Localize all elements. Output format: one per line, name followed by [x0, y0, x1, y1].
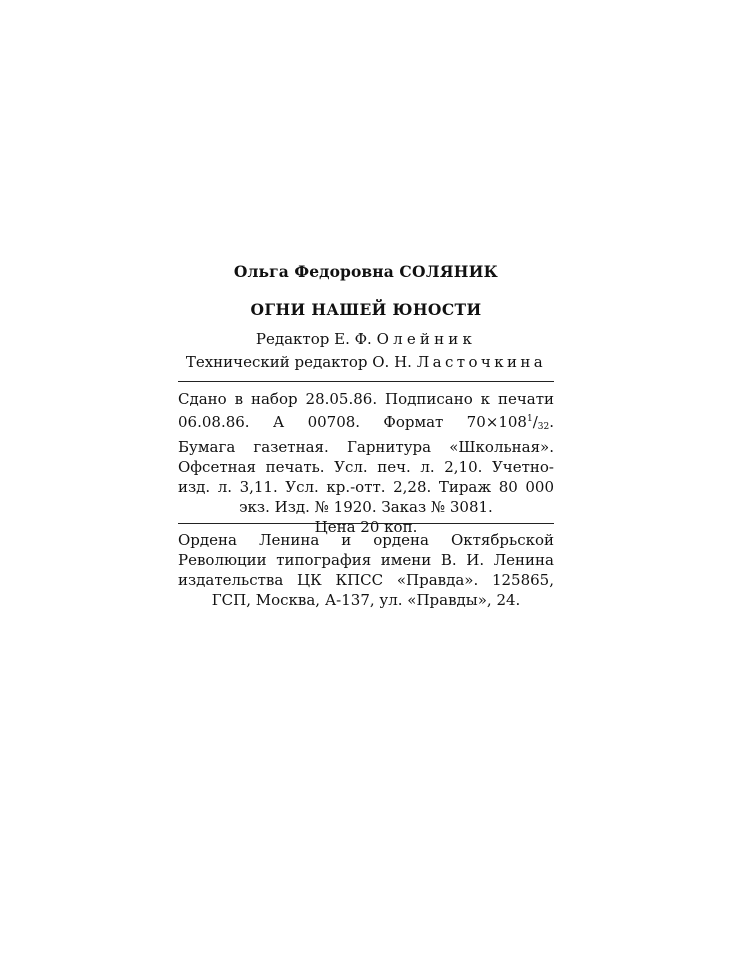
pub-line-2: 06.08.86. А 00708. Формат $70\times 108^1/_{32}$. [178, 413, 554, 432]
tech-editor-role: Технический редактор О. Н. [185, 353, 412, 371]
price: Цена 20 коп. [314, 518, 418, 536]
printer-line-2: Революции типография имени В. И. Ленина [178, 551, 554, 569]
publication-details [178, 389, 554, 537]
pub-line-3: Бумага газетная. Гарнитура «Школьная». [178, 438, 554, 456]
author-surname: СОЛЯНИК [399, 262, 499, 281]
divider-top [178, 381, 554, 382]
printer-info [178, 530, 554, 610]
tech-editor-credit [178, 353, 554, 371]
tech-editor-surname: Ласточкина [416, 353, 547, 371]
editor-surname: Олейник [376, 330, 477, 348]
printer-line-3: издательства ЦК КПСС «Правда». 125865, [178, 571, 554, 589]
pub-line-1: Сдано в набор 28.05.86. Подписано к печати [178, 390, 554, 408]
editor-credit [178, 330, 554, 348]
divider-bottom [178, 523, 554, 524]
format-denominator: 32 [537, 422, 550, 432]
pub-line-4: Офсетная печать. Усл. печ. л. 2,10. Учетно- [178, 458, 554, 476]
book-title: ОГНИ НАШЕЙ ЮНОСТИ [250, 300, 482, 319]
format-numerator: 1 [526, 414, 533, 424]
author-name [178, 262, 554, 281]
author-given-names: Ольга Федоровна [233, 262, 394, 281]
pub-line-2-end: . [549, 413, 554, 431]
pub-line-5: изд. л. 3,11. Усл. кр.-отт. 2,28. Тираж 80 000 [178, 478, 554, 496]
pub-line-2-text: 06.08.86. А 00708. Формат 70×108 [178, 413, 527, 431]
pub-line-6: экз. Изд. № 1920. Заказ № 3081. [239, 498, 493, 516]
printer-line-1: Ордена Ленина и ордена Октябрьской [178, 531, 554, 549]
editor-role: Редактор Е. Ф. [255, 330, 372, 348]
printer-line-4: ГСП, Москва, А-137, ул. «Правды», 24. [211, 591, 521, 609]
